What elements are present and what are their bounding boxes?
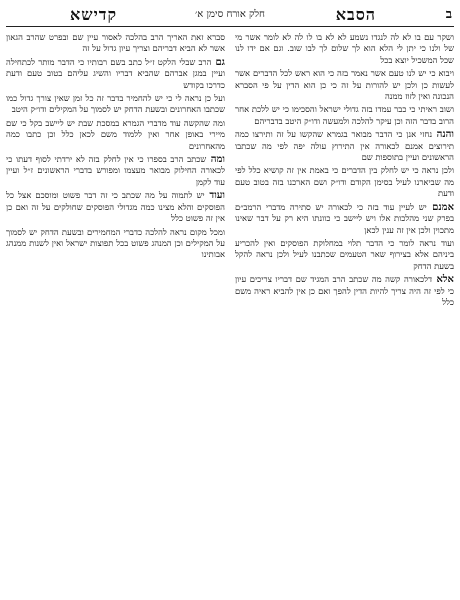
paragraph-lead-word: ועוד [204,190,225,202]
paragraph-text: שכתב הרב בספרו כי אין לחלק בזה לא ירדתי לסוף דעתו כי לכאורה החילוק מבואר מעצמו ומפורש בדברי הראשונים ז״ל ועיין עוד לקמן [6,154,225,187]
paragraph [235,104,454,127]
paragraph-text: ועוד נראה לומר כי הדבר תלוי במחלוקת הפוסקים ואין להכריע ביניהם אלא בצירוף שאר הטעמים שכתבנו לעיל ולכן נראה להקל בשעת הדחק [235,237,454,271]
paragraph-text: ויבוא כי יש לנו טעם אשר נאמר בזה כי הוא ראש לכל הדברים אשר לעשות כן ולכן יש להורות על זה כי כן הוא הדין על פי הסברא הנכונה ואין לזוז ממנה [235,68,454,102]
paragraph [235,68,454,102]
page-number: ב [445,7,452,22]
paragraph-text: ולכן נראה כי יש לחלק בין הדברים כי באמת אין זה קושיא כלל לפי מה שביארנו לעיל בסימן הקודם ודו״ק ושם הארכנו בזה בטוב טעם ודעת [235,165,454,199]
right-column [235,32,454,596]
paragraph [6,118,225,152]
paragraph [6,154,225,188]
paragraph-text: הרב שבלי הלקט ז״ל כתב בשם רבותיו כי הדבר מותר לכתחילה ועיין במגן אברהם שהביא דבריו והשיג עליהם בטוב טעם ודעת כדרכו בקודש [6,56,225,90]
paragraph-text: דלכאורה קשה מה שכתב הרב המגיד שם דבריו צריכים עיון כי לפי זה היה צריך להיות הדין להפך ואם כן אין להביא ראיה משם כלל [235,274,454,307]
paragraph [6,32,225,55]
document-page [6,4,454,596]
paragraph-text: ושוב ראיתי כי כבר עמדו בזה גדולי ישראל והסכימו כי יש ללכת אחר הרוב בדבר הזה וכן עיקר להלכה ולמעשה ודו״ק היטב בדבריהם [235,104,454,126]
page-header [6,4,454,27]
paragraph-text: ועל כן נראה לי כי יש להחמיר בדבר זה כל זמן שאין צורך גדול כמו שכתבו האחרונים ובשעת הדחק יש לסמוך על המקילים ודו״ק היטב [6,93,225,115]
paragraph-text: סברא זאת האריך הרב בהלכה לאסור עיין שם ובפרט שהרב הגאון אשר לא הביא דבריהם וצריך עיון גדול על זה [6,32,225,54]
paragraph-text: ומה שהקשה עוד מדברי הגמרא במסכת שבת יש ליישב בקל כי שם מיירי באופן אחר ואין ללמוד משם לכאן כלל וכן כתבו כמה מהאחרונים [6,117,225,151]
paragraph [6,57,225,91]
paragraph [235,32,454,66]
paragraph [235,202,454,236]
paragraph-text: נחזי אנן כי הדבר מבואר בגמרא שהקשו על זה ותירצו כמה תירוצים אמנם לכאורה אין התירוץ עולה יפה לפי מה שכתבו הראשונים ועיין בתוספות שם [235,129,454,163]
paragraph [235,274,454,308]
paragraph-lead-word: והנה [432,129,454,141]
text-columns [6,32,454,596]
paragraph [235,129,454,163]
paragraph [235,238,454,272]
paragraph-lead-word: אלא [432,274,454,286]
running-title-right: הסבא [335,5,376,24]
paragraph [6,93,225,116]
paragraph-text: ומכל מקום נראה להלכה כדברי המחמירים ובשעת הדחק יש לסמוך על המקילים וכן המנהג פשוט בכל תפוצות ישראל ואין לשנות ממנהג אבותינו [6,226,225,260]
paragraph-lead-word: ומה [206,154,225,166]
paragraph-text: יש לעיין עוד בזה כי לכאורה יש סתירה מדברי הרמב״ם בפרק שני מהלכות אלו ויש ליישב כי כוונתו היא רק על דבר שאינו מתכוין ולכן אין זה ענין לכאן [235,201,454,235]
paragraph-lead-word: אמנם [426,201,454,213]
paragraph-lead-word: גם [211,56,225,68]
running-title-center: חלק אורח סימן א׳ [195,9,265,20]
paragraph [6,190,225,224]
paragraph-text: ושקר עם בו לא לה לנגדו נשמע לא לא בו לו לה לא לומר אשר מי של ולנו כי יתן לי הלא הוא לך שלום לך לבו שוב. וגם אם ידו לנו שכל המשכיל יוצא בכל [235,32,454,65]
paragraph [6,227,225,261]
paragraph-text: יש לתמוה על מה שכתב כי זה דבר פשוט ומוסכם אצל כל הפוסקים והלא מצינו כמה מגדולי הפוסקים שחולקים על זה ואם כן אין זה פשוט כלל [6,190,225,224]
left-column [6,32,225,596]
paragraph [235,165,454,199]
running-title-left: קדישא [70,5,118,24]
